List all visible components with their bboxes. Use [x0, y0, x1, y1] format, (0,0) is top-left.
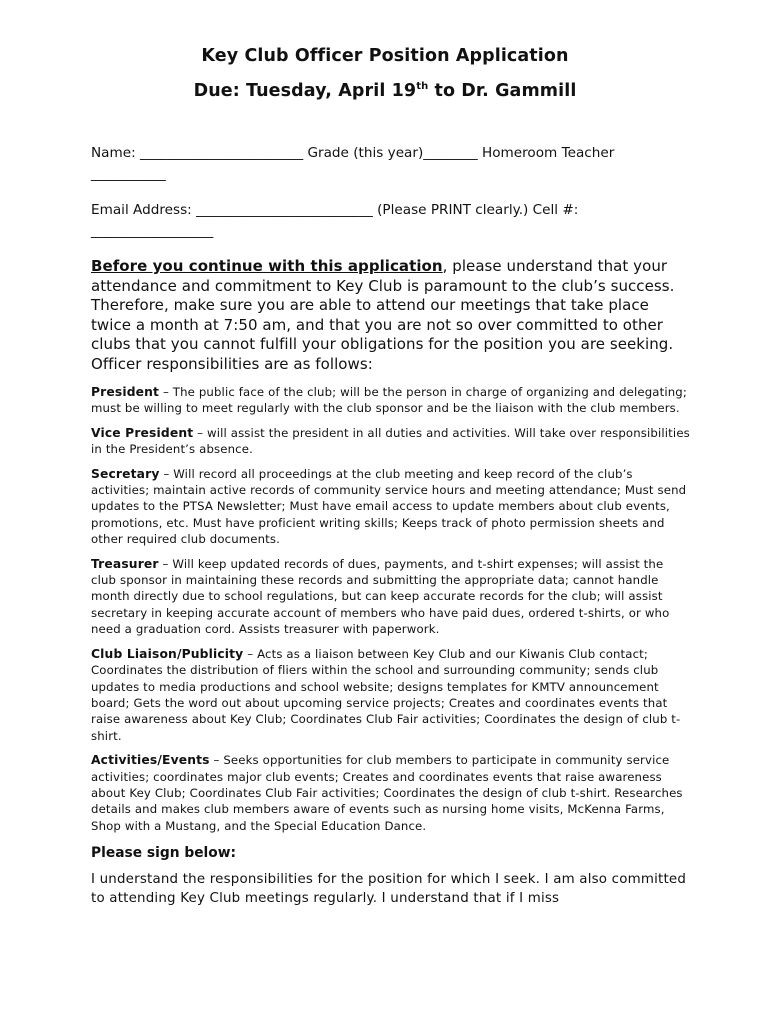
document-title: Key Club Officer Position Application: [201, 46, 569, 66]
role-name: Vice President: [91, 425, 194, 440]
role-activities-events: [91, 752, 691, 834]
role-club-liaison-publicity: [91, 646, 691, 744]
role-description: – Will record all proceedings at the club meeting and keep record of the club’s activities; maintain active records of community service hours and meeting attendance; Must send updates to the PTSA Newsletter; Must have email access to update members about club events, promotions, etc. Must have proficient writing skills; Keeps track of photo permission sheets and other required club documents.: [91, 466, 687, 547]
due-date-suffix: to Dr. Gammill: [428, 81, 577, 101]
name-grade-teacher-line: Name: ________________________ Grade (this year)________ Homeroom Teacher ___________: [91, 145, 615, 182]
role-president: [91, 384, 691, 417]
role-description: – Acts as a liaison between Key Club and our Kiwanis Club contact; Coordinates the distribution of fliers within the school and surrounding community; sends club updates to media productions and school website; designs templates for KMTV announcement board; Gets the word out about upcoming service projects; Creates and coordinates events that raise awareness about Key Club; Coordinates Club Fair activities; Coordinates the design of club t-shirt.: [91, 646, 681, 743]
due-date-line: [0, 81, 770, 101]
role-vice-president: [91, 425, 691, 458]
role-name: President: [91, 385, 160, 399]
document-body: [91, 143, 691, 908]
role-description: – will assist the president in all duties and activities. Will take over responsibilities in the President’s absence.: [91, 425, 690, 457]
role-treasurer: [91, 556, 691, 638]
intro-body: , please understand that your attendance and commitment to Key Club is paramount to the club’s success. Therefore, make sure you are able to attend our meetings that take place twice a month at 7:50 am, and that you are not so over committed to other clubs that you cannot fulfill your obligations for the position you are seeking. Officer responsibilities are as follows:: [91, 257, 675, 373]
role-secretary: [91, 466, 691, 548]
role-description: – Will keep updated records of dues, payments, and t-shirt expenses; will assist the club sponsor in maintaining these records and submitting the appropriate data; cannot handle month directly due to school regulations, but can keep accurate records for the club; will assist secretary in keeping accurate account of members who have paid dues, ordered t-shirts, or who need a graduation cord. Assists treasurer with paperwork.: [91, 556, 670, 637]
signature-statement: I understand the responsibilities for the position for which I seek. I am also committed to attending Key Club meetings regularly. I understand that if I miss: [91, 872, 687, 906]
signature-heading: Please sign below:: [91, 845, 237, 862]
intro-lead: Before you continue with this application: [91, 257, 443, 275]
due-date-prefix: Due: Tuesday, April 19: [193, 81, 417, 101]
role-name: Club Liaison/Publicity: [91, 646, 244, 661]
role-name: Secretary: [91, 466, 160, 481]
role-description: – The public face of the club; will be the person in charge of organizing and delegating; must be willing to meet regularly with the club sponsor and be the liaison with the club members.: [91, 385, 687, 416]
role-name: Treasurer: [91, 556, 159, 571]
due-date-superscript: th: [416, 81, 429, 92]
intro-paragraph: [91, 257, 691, 374]
role-description: – Seeks opportunities for club members to participate in community service activities; coordinates major club events; Creates and coordinates events that raise awareness about Key Club; Coordinates Club Fair activities; Coordinates the design of club t-shirt. Researches details and makes club members aware of events such as nursing home visits, McKenna Farms, Shop with a Mustang, and the Special Education Dance.: [91, 753, 683, 833]
role-name: Activities/Events: [91, 753, 210, 768]
email-cell-line: Email Address: __________________________ (Please PRINT clearly.) Cell #: __________________: [91, 202, 579, 239]
